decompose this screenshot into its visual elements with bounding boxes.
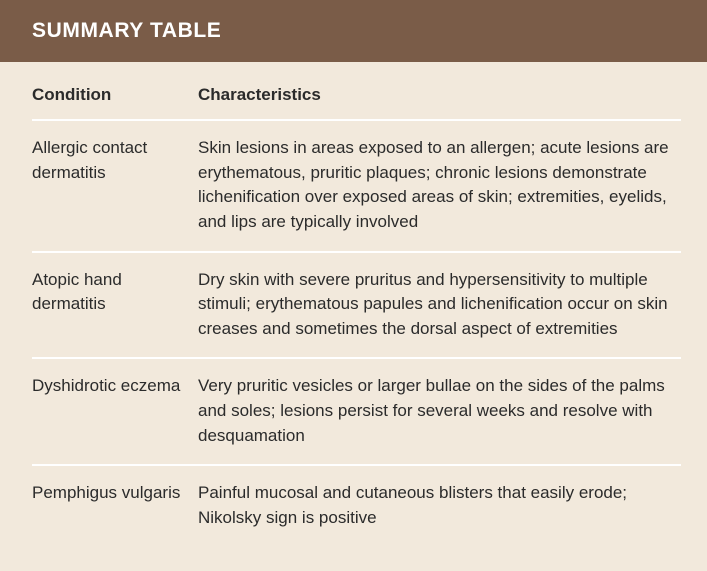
table-body (0, 62, 707, 547)
cell-characteristics: Very pruritic vesicles or larger bullae on the sides of the palms and soles; lesions persist for several weeks and resolve with desquamation (198, 376, 665, 445)
cell-condition: Dyshidrotic eczema (32, 376, 181, 396)
page-title: SUMMARY TABLE (32, 19, 222, 42)
column-header-characteristics: Characteristics (198, 85, 321, 104)
table-column-header-row (32, 62, 681, 119)
table-header-bar (0, 0, 707, 62)
cell-characteristics: Skin lesions in areas exposed to an allergen; acute lesions are erythematous, pruritic plaques; chronic lesions demonstrate lichenification over exposed areas of skin; extremities, eyelids, and lips are typically involved (198, 138, 669, 231)
table-row (32, 359, 681, 464)
table-row (32, 121, 681, 251)
table-row (32, 466, 681, 546)
cell-condition: Pemphigus vulgaris (32, 483, 181, 503)
table-row (32, 253, 681, 358)
cell-characteristics: Dry skin with severe pruritus and hypersensitivity to multiple stimuli; erythematous papules and lichenification occur on skin creases and sometimes the dorsal aspect of extremities (198, 269, 668, 338)
cell-condition: Allergic contact dermatitis (32, 138, 148, 182)
column-header-condition: Condition (32, 85, 112, 104)
cell-condition: Atopic hand dermatitis (32, 269, 122, 314)
cell-characteristics: Painful mucosal and cutaneous blisters that easily erode; Nikolsky sign is positive (198, 483, 628, 528)
